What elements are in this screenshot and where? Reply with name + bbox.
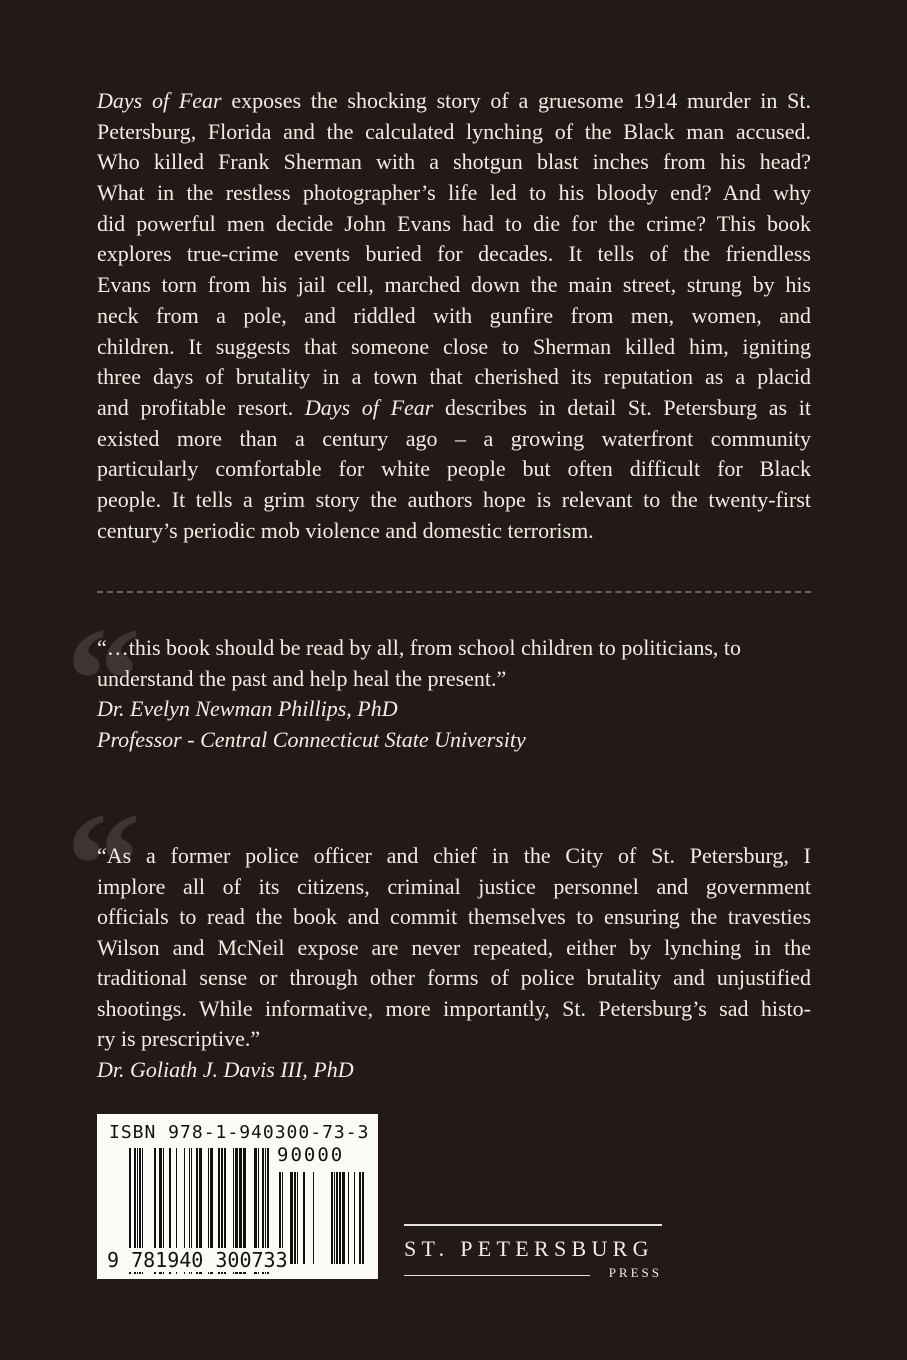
description-line: What in the restless photographer’s life led to his bloody end? And why <box>97 180 811 206</box>
description-line: neck from a pole, and riddled with gunfire from men, women, and <box>97 302 811 328</box>
book-title: Days of Fear <box>304 394 434 420</box>
isbn-barcode <box>97 1114 378 1279</box>
quote-author: Dr. Evelyn Newman Phillips, PhD <box>97 696 398 721</box>
testimonial-2: “As a former police officer and chief in the City of St. Petersburg, I implore all of its citizens, criminal justice personnel and government officials to read the book and commit themselves to ensuring the travesties Wilson and McNeil expose are never repeated, either by lynching in the traditional sense or through other forms of police brutality and unjustified shootings. While informative, more importantly, St. Petersburg’s sad histo- ry is prescriptive.” Dr. Goliath J. Davis III, PhD <box>97 841 811 1085</box>
isbn-text: ISBN 978-1-940300-73-3 <box>109 1122 370 1143</box>
barcode-digits: 9 781940 300733 <box>107 1248 288 1272</box>
description-line: children. It suggests that someone close to Sherman killed him, igniting <box>97 333 811 359</box>
barcode-bar <box>303 1172 305 1264</box>
barcode-bar <box>313 1172 314 1264</box>
description-line: century’s periodic mob violence and domestic terrorism. <box>97 517 594 543</box>
description-line: people. It tells a grim story the authors hope is relevant to the twenty-first <box>97 486 811 512</box>
price-code: 90000 <box>277 1144 345 1166</box>
barcode-bar <box>294 1172 296 1264</box>
logo-rule <box>404 1224 662 1226</box>
dashed-divider <box>97 591 811 593</box>
publisher-logo <box>404 1224 664 1280</box>
barcode-bar <box>339 1172 341 1264</box>
barcode-bar <box>290 1172 293 1264</box>
barcode-bar <box>342 1172 345 1264</box>
logo-rule <box>404 1275 590 1276</box>
publisher-name: ST. PETERSBURG <box>404 1236 654 1261</box>
barcode-bar <box>362 1172 364 1264</box>
publisher-sub: PRESS <box>608 1265 662 1280</box>
barcode-bar <box>297 1172 298 1264</box>
description-line: three days of brutality in a town that cherished its reputation as a placid <box>97 364 811 390</box>
description-line: Petersburg, Florida and the calculated lynching of the Black man accused. <box>97 118 811 144</box>
barcode-bar <box>331 1172 333 1264</box>
testimonial-1: “…this book should be read by all, from school children to politicians, to understand the past and help heal the present.” Dr. Evelyn Newman Phillips, PhD Professor - Central Connecticut State University <box>97 633 811 755</box>
description-line: and profitable resort. Days of Fear describes in detail St. Petersburg as it <box>97 394 812 420</box>
quote-mark-icon: “ <box>66 782 141 948</box>
description-line: explores true-crime events buried for decades. It tells of the friendless <box>97 241 811 267</box>
description-line: did powerful men decide John Evans had to die for the crime? This book <box>97 210 811 236</box>
barcode-bar <box>348 1172 349 1264</box>
description-line: existed more than a century ago – a growing waterfront community <box>97 425 811 451</box>
barcode-bar <box>334 1172 335 1264</box>
barcode-bar <box>354 1172 355 1264</box>
barcode-bar <box>336 1172 338 1264</box>
book-description: Days of Fear exposes the shocking story of a gruesome 1914 murder in St. Petersburg, Florida and the calculated lynching of the Black man accused. Who killed Frank Sherman with a shotgun blast inches from his head? What in the restless photographer’s life led to his bloody end? And why did powerful men decide John Evans had to die for the crime? This book explores true-crime events buried for decades. It tells of the friendless Evans torn from his jail cell, marched down the main street, strung by his neck from a pole, and riddled with gunfire from men, women, and children. It suggests that someone close to Sherman killed him, igniting three days of brutality in a town that cherished its reputation as a placid and profitable resort. Days of Fear describes in detail St. Petersburg as it existed more than a century ago – a growing waterfront community particularly comfortable for white people but often difficult for Black people. It tells a grim story the authors hope is relevant to the twenty-first century’s periodic mob violence and domestic terrorism. <box>97 86 811 546</box>
description-line: particularly comfortable for white people but often difficult for Black <box>97 456 811 482</box>
barcode-bar <box>359 1172 361 1264</box>
description-line: Evans torn from his jail cell, marched down the main street, strung by his <box>97 272 811 298</box>
quote-mark-icon: “ <box>66 597 141 763</box>
description-line: Who killed Frank Sherman with a shotgun blast inches from his head? <box>97 149 811 175</box>
quote-author: Dr. Goliath J. Davis III, PhD <box>97 1056 354 1082</box>
book-title: Days of Fear <box>97 88 222 113</box>
quote-affiliation: Professor - Central Connecticut State University <box>97 726 526 752</box>
